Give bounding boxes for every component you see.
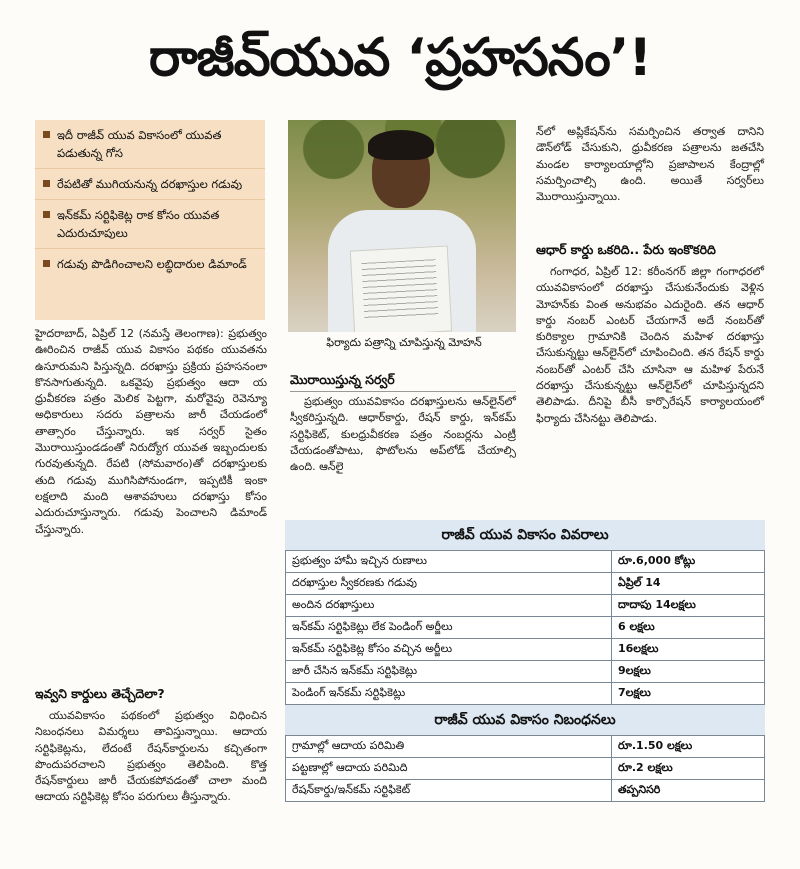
- highlights-box: [35, 120, 265, 320]
- photo-caption: ఫిర్యాదు పత్రాన్ని చూపిస్తున్న మోహన్: [326, 336, 482, 349]
- row-label: ప్రభుత్వం హామీ ఇచ్చిన రుణాలు: [286, 551, 612, 573]
- photo-complaint-paper: [350, 245, 452, 332]
- row-label: ఇన్‌కమ్ సర్టిఫికెట్లు లేక పెండింగ్ అర్జీలు: [286, 617, 612, 639]
- highlight-item: గడువు పొడిగించాలని లబ్ధిదారుల డిమాండ్: [35, 248, 265, 279]
- row-label: రేషన్‌కార్డు/ఇన్‌కమ్ సర్టిఫికెట్: [286, 780, 612, 802]
- subhead-aadhaar: ఆధార్ కార్డు ఒకరిది.. పేరు ఇంకొకరిది: [536, 242, 716, 257]
- row-value: 16లక్షలు: [612, 639, 765, 661]
- row-value: 6 లక్షలు: [612, 617, 765, 639]
- details-table: [285, 550, 765, 705]
- highlight-item: రేపటితో ముగియనున్న దరఖాస్తుల గడువు: [35, 168, 265, 199]
- highlight-item: ఇన్‌కమ్ సర్టిఫికెట్ల రాక కోసం యువత ఎదురుచూపులు: [35, 199, 265, 248]
- table-row: [286, 758, 765, 780]
- column-3-top: [536, 124, 764, 205]
- article-paragraph: న్‌లో అప్లికేషన్‌ను సమర్పించిన తర్వాత దానిని డౌన్‌లోడ్ చేసుకుని, ధ్రువీకరణ పత్రాలను జతచేసి మండల కార్యాలయాల్లోని ప్రజాపాలన కేంద్రాల్లో సమర్పించాల్సి ఉంది. అయితే సర్వర్‌లు మొరాయిస్తున్నాయి.: [536, 125, 764, 204]
- row-value: తప్పనిసరి: [612, 780, 765, 802]
- news-photo: [288, 120, 516, 332]
- row-value: ఏప్రిల్ 14: [612, 573, 765, 595]
- headline: రాజీవ్‌యువ ‘ప్రహసనం’!: [148, 28, 652, 88]
- article-paragraph: గంగాధర, ఏప్రిల్ 12: కరీంనగర్ జిల్లా గంగాధరలో యువవికాసంలో దరఖాస్తు చేసుకునేందుకు వెళ్లిన మోహన్‌కు వింత అనుభవం ఎదురైంది. తన ఆధార్ కార్డు నంబర్ ఎంటర్ చేయగానే అదే నంబర్‌తో కురిక్యాల గ్రామానికి చెందిన మహిళ దరఖాస్తు చేసుకున్నట్టు ఆన్‌లైన్‌లో చూపించింది. తన రేషన్ కార్డు నంబర్‌తో ఎంటర్ చేసి చూసినా ఆ మహిళ పేరునే దరఖాస్తు చేసుకున్నట్టు ఆన్‌లైన్‌లో చూపిస్తున్నదని తెలిపాడు. దీనిపై బీసీ కార్పొరేషన్ కార్యాలయంలో ఫిర్యాదు చేసినట్టు తెలిపాడు.: [536, 265, 764, 425]
- article-paragraph: యువవికాసం పథకంలో ప్రభుత్వం విధించిన నిబంధనలు విమర్శలు తావిస్తున్నాయి. ఆదాయ సర్టిఫికెట్లను, లేదంటే రేషన్‌కార్డులను కచ్చితంగా పొందుపరచాలని ప్రభుత్వం తెలిపింది. కొత్త రేషన్‌కార్డులు జారీ చేయకపోవడంతో చాలా మంది ఆదాయ సర్టిఫికెట్ల కోసం పరుగులు తీస్తున్నారు.: [35, 709, 267, 804]
- table-row: [286, 617, 765, 639]
- table-row: [286, 661, 765, 683]
- table-row: [286, 639, 765, 661]
- table-row: [286, 551, 765, 573]
- subhead-cards: ఇవ్వని కార్డులు తెచ్చేదెలా?: [35, 686, 165, 701]
- article-paragraph: ప్రభుత్వం యువవికాసం దరఖాస్తులను ఆన్‌లైన్‌లో స్వీకరిస్తున్నది. ఆధార్‌కార్డు, రేషన్ కార్డు, ఇన్‌కమ్ సర్టిఫికెట్, కులధ్రువీకరణ పత్రం నంబర్లను ఎంట్రీ చేయడంతోపాటు, ఫొటోలను అప్‌లోడ్ చేయాల్సి ఉంది. ఆన్‌లై: [290, 395, 516, 474]
- column-1-top: [35, 326, 267, 538]
- row-label: గ్రామాల్లో ఆదాయ పరిమితి: [286, 736, 612, 758]
- column-1-bottom: [35, 708, 267, 806]
- row-label: పట్టణాల్లో ఆదాయ పరిమిది: [286, 758, 612, 780]
- row-value: 9లక్షలు: [612, 661, 765, 683]
- column-3-bottom: [536, 264, 764, 427]
- row-value: రూ.2 లక్షలు: [612, 758, 765, 780]
- row-label: పెండింగ్ ఇన్‌కమ్ సర్టిఫికెట్లు: [286, 683, 612, 705]
- subhead-server: మొరాయిస్తున్న సర్వర్: [290, 372, 516, 392]
- row-label: ఇన్‌కమ్ సర్టిఫికెట్ల కోసం వచ్చిన అర్జీలు: [286, 639, 612, 661]
- table-row: [286, 736, 765, 758]
- photo-person-hair: [368, 130, 434, 160]
- table-row: [286, 595, 765, 617]
- column-2: [290, 394, 516, 475]
- table-title: రాజీవ్ యువ వికాసం వివరాలు: [285, 520, 765, 550]
- table-title: రాజీవ్ యువ వికాసం నిబంధనలు: [285, 705, 765, 735]
- row-label: అందిన దరఖాస్తులు: [286, 595, 612, 617]
- row-value: 7లక్షలు: [612, 683, 765, 705]
- highlight-item: ఇదీ రాజీవ్ యువ వికాసంలో యువత పడుతున్న గోస: [35, 120, 265, 168]
- article-paragraph: హైదరాబాద్, ఏప్రిల్ 12 (నమస్తే తెలంగాణ): ప్రభుత్వం ఊరించిన రాజీవ్ యువ వికాసం పథకం యువతను ఉసూరుమని పిస్తున్నది. దరఖాస్తు ప్రక్రియ ప్రహసనంలా కొనసాగుతున్నది. ఒకవైపు ప్రభుత్వం ఆదా య ధ్రువీకరణ పత్రం మెలిక పెట్టగా, మరోవైపు రెవెన్యూ అధికారులు సదరు పత్రాలను జారీ చేయడంలో తాత్సారం చేస్తున్నారు. ఇక సర్వర్ సైతం మొరాయిస్తుండడంతో నిరుద్యోగ యువత ఇబ్బందులకు గురవుతున్నది. రేపటి (సోమవారం)తో దరఖాస్తులకు తుది గడువు ముగిసిపోనుండగా, ఇప్పటికీ ఇంకా లక్షలాది మంది ఆశావహులు దరఖాస్తు కోసం ఎదురుచూస్తున్నారు. గడువు పెంచాలని డిమాండ్ చేస్తున్నారు.: [35, 327, 267, 536]
- table-row: [286, 780, 765, 802]
- row-label: జారీ చేసిన ఇన్‌కమ్ సర్టిఫికెట్లు: [286, 661, 612, 683]
- row-value: దాదాపు 14లక్షలు: [612, 595, 765, 617]
- details-table-box: [285, 520, 765, 802]
- row-value: రూ.6,000 కోట్లు: [612, 551, 765, 573]
- rules-table: [285, 735, 765, 802]
- row-value: రూ.1.50 లక్షలు: [612, 736, 765, 758]
- row-label: దరఖాస్తుల స్వీకరణకు గడువు: [286, 573, 612, 595]
- table-row: [286, 683, 765, 705]
- table-row: [286, 573, 765, 595]
